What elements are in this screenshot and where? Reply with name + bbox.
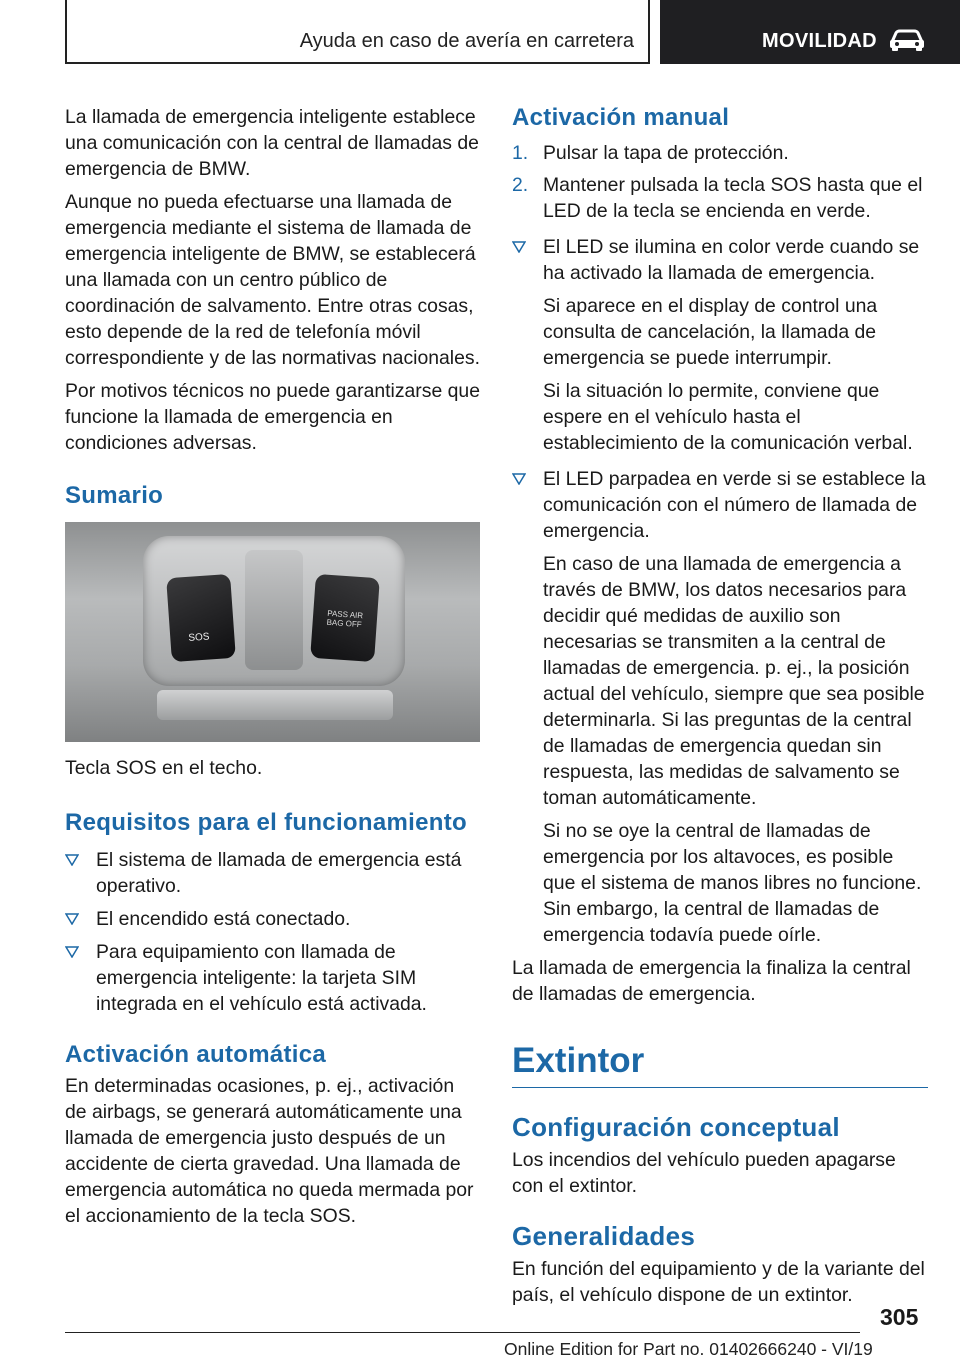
figure-caption: Tecla SOS en el techo. [65, 757, 263, 779]
heading-configuracion: Configuración conceptual [512, 1112, 840, 1142]
sunroof-switch [245, 550, 303, 670]
chapter-tab[interactable] [660, 0, 960, 64]
heading-rule [512, 1087, 928, 1088]
list-item: 1. Pulsar la tapa de protección. [512, 142, 789, 164]
triangle-bullet-icon [65, 854, 79, 866]
left-column [65, 104, 480, 1236]
chapter-tab-label: MOVILIDAD [762, 30, 877, 52]
page-number: 305 [880, 1304, 919, 1330]
list-item: Para equipamiento con llamada de emergencia inteligente: la tarjeta SIM integrada en el vehículo está activada. [65, 939, 480, 1017]
list-item: El encendido está conectado. [65, 906, 480, 932]
list-item: El LED se ilumina en color verde cuando se ha activado la llamada de emergencia. Si aparece en el display de control una consulta de cancelación, la llamada de emergencia se puede interrumpir. Si la situación lo permite, conviene que espere en el vehículo hasta el establecimiento de la comunicación verbal. [512, 234, 928, 456]
list-item: El sistema de llamada de emergencia está operativo. [65, 847, 480, 899]
step-number: 1. [512, 142, 529, 164]
step-number: 2. [512, 174, 529, 196]
triangle-bullet-icon [65, 946, 79, 958]
car-icon [888, 28, 926, 52]
heading-activacion-automatica: Activación automática [65, 1041, 327, 1068]
list-item: El LED parpadea en verde si se establece la comunicación con el número de llamada de emergencia. En caso de una llamada de emergencia a través de BMW, los datos necesarios para decidir qué medidas de auxilio son necesarias se transmiten a la central de llamadas de emergencia. p. ej., la posición actual del vehículo, siempre que sea posible determinarla. Si las preguntas de la central de llamadas de emergencia quedan sin respuesta, las medidas de salvamento se toman automáticamente. Si no se oye la central de llamadas de emergencia por los altavoces, es posible que el sistema de manos libres no funcione. Sin embargo, la central de llamadas de emergencia todavía puede oírle. [512, 466, 928, 948]
heading-extintor: Extintor [512, 1041, 645, 1080]
heading-generalidades: Generalidades [512, 1221, 696, 1251]
paragraph: Por motivos técnicos no puede garantizarse que funcione la llamada de emergencia en condiciones adversas. [65, 380, 480, 454]
triangle-bullet-icon [512, 473, 526, 485]
footer-rule [65, 1332, 860, 1333]
right-column [512, 104, 928, 1315]
sos-button [166, 574, 236, 662]
sos-label: SOS [188, 631, 210, 644]
paragraph: La llamada de emergencia la finaliza la central de llamadas de emergencia. [512, 957, 911, 1005]
triangle-bullet-icon [512, 241, 526, 253]
paragraph: En función del equipamiento y de la variante del país, el vehículo dispone de un extintor. [512, 1258, 925, 1306]
triangle-bullet-icon [65, 913, 79, 925]
footer-edition: Online Edition for Part no. 01402666240 - VI/19 [504, 1339, 873, 1359]
paragraph: Los incendios del vehículo pueden apagarse con el extintor. [512, 1149, 896, 1197]
paragraph: En determinadas ocasiones, p. ej., activación de airbags, se generará automáticamente una llamada de emergencia justo después de un accidente de cierta gravedad. Una llamada de emergencia automática no queda mermada por el accionamiento de la tecla SOS. [65, 1075, 474, 1227]
heading-sumario: Sumario [65, 482, 164, 509]
heading-activacion-manual: Activación manual [512, 104, 730, 131]
section-title: Ayuda en caso de avería en carretera [299, 30, 634, 52]
heading-requisitos: Requisitos para el funcionamiento [65, 809, 467, 836]
paragraph: Aunque no pueda efectuarse una llamada de emergencia mediante el sistema de llamada de emergencia inteligente de BMW, se establecerá una llamada con un centro público de coordinación de salvamento. Entre otras cosas, esto depende de la red de telefonía móvil correspondiente y de las normativas nacionales. [65, 191, 480, 369]
section-header [65, 0, 650, 64]
list-item: 2. Mantener pulsada la tecla SOS hasta que el LED de la tecla se encienda en verde. [512, 174, 923, 222]
sos-button-photo [65, 522, 480, 742]
paragraph: La llamada de emergencia inteligente establece una comunicación con la central de llamadas de emergencia de BMW. [65, 106, 479, 180]
airbag-label: PASS AIR BAG OFF [326, 608, 364, 630]
light-switch-rail [157, 690, 393, 720]
airbag-indicator [310, 574, 380, 662]
